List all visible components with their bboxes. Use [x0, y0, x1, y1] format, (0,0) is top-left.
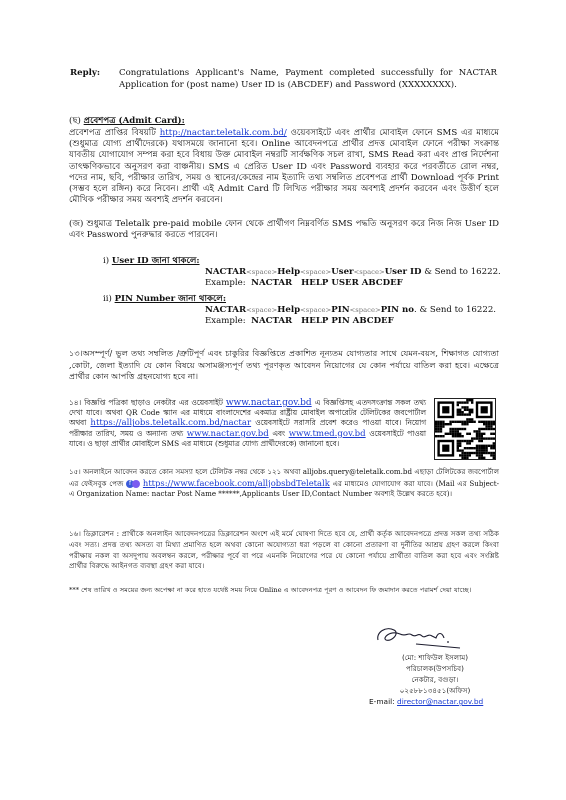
nactar-site-link[interactable]: www.nactar.gov.bd: [225, 398, 312, 408]
tmed-site-link[interactable]: www.tmed.gov.bd: [288, 428, 366, 439]
messenger-icon: [132, 480, 140, 488]
code-word: Help: [277, 267, 301, 277]
code-space: <space>: [246, 306, 278, 314]
email-label: E-mail:: [369, 697, 398, 706]
alljobs-nactar-link[interactable]: https://alljobs.teletalk.com.bd/nactar: [90, 418, 252, 429]
code-word: PIN: [331, 305, 350, 315]
signatory-phone: ০২৫৮৮১৩৪৫১(অফিস): [399, 686, 471, 695]
code-suffix: & Send to 16222.: [421, 267, 501, 277]
paragraph-16: ১৬। ডিক্লারেশন : প্রার্থীকে অনলাইন আবেদনপত্রের ডিক্লারেশন অংশে এই মর্মে ঘোষণা দিতে হবে যে, প্রার্থী কর্তৃক আবেদনপত্রে প্রদত্ত সকল তথ্য সঠিক এবং সত্য। প্রদত্ত তথ্য অসত্য বা মিথ্যা প্রমাণিত হলে অথবা কোনো অযোগ্যতা ধরা পড়লে বা কোনো প্রতারণা বা দুর্নীতির আশ্রয় গ্রহণ করলে কিংবা পরীক্ষায় নকল বা অসদুপায় অবলম্বন করলে, পরীক্ষার পূর্বে বা পরে এমনকি নিয়োগের পরে যে কোনো পর্যায়ে প্রার্থীতা বাতিল করা হবে এবং সংশ্লিষ্ট প্রার্থীর বিরুদ্ধে আইনগত ব্যবস্থা গ্রহণ করা যাবে।: [69, 529, 499, 571]
code-space: <space>: [353, 268, 385, 276]
admit-heading-title: প্রবেশপত্র (Admit Card):: [83, 116, 185, 126]
qr-code-icon[interactable]: [434, 398, 496, 460]
signatory-designation: পরিচালক(উপসচিব): [405, 664, 464, 673]
sms-pin-title: [103, 294, 226, 305]
admit-paragraph-1: [69, 128, 499, 206]
code-space: <space>: [246, 268, 278, 276]
sms-pin-heading: PIN Number জানা থাকলে:: [114, 294, 227, 304]
code-word: User ID: [384, 267, 422, 277]
code-word: NACTAR: [205, 305, 247, 315]
admit-p1-rest: ওয়েবসাইটে এবং প্রার্থীর মোবাইল ফোনে SMS এর মাধ্যমে (শুধুমাত্র যোগ্য প্রার্থীদেরকে) যথাসময়ে জানানো হবে। Online আবেদনপত্রে প্রার্থীর প্রদত্ত মোবাইল ফোনে পরীক্ষা সংক্রান্ত যাবতীয় যোগাযোগ সম্পন্ন করা হবে বিধায় উক্ত মোবাইল নম্বরটি সার্বক্ষণিক সচল রাখা, SMS Read করা এবং প্রাপ্ত নির্দেশনা তাৎক্ষণিকভাবে অনুসরণ করা বাঞ্চনীয়। SMS এ প্রেরিত User ID এবং Password ব্যবহার করে পরবর্তীতে রোল নম্বর, পদের নাম, ছবি, পরীক্ষার তারিখ, সময় ও স্থানের/কেন্দ্রের নাম ইত্যাদি তথ্য সম্বলিত প্রবেশপত্র প্রার্থী Download পূর্বক Print (সম্ভব হলে রঙ্গিন) করে নিবেন। প্রার্থী এই Admit Card টি লিখিত পরীক্ষার সময় অবশ্যই প্রদর্শন করবেন এবং উত্তীর্ণ হলে মৌখিক পরীক্ষার সময় অবশ্যই প্রদর্শন করবেন।: [69, 128, 499, 206]
facebook-icon: f: [126, 480, 134, 488]
example-text: NACTAR HELP PIN ABCDEF: [251, 316, 394, 326]
deadline-note: *** শেষ তারিখ ও সময়ের জন্য অপেক্ষা না করে হাতে যথেষ্ট সময় নিয়ে Online এ আবেদনপত্র পূরণ ও আবেদন ফি জমাদান করতে পরামর্শ দেয়া যাচ্ছে।: [69, 586, 472, 594]
admit-paragraph-2: (জ) শুধুমাত্র Teletalk pre-paid mobile ফোন থেকে প্রার্থীগণ নিম্নবর্ণিত SMS পদ্ধতি অনুসরণ করে নিজ নিজ User ID এবং Password পুনরুদ্ধার করতে পারবেন।: [69, 219, 499, 241]
sms-pin-index: ii): [103, 294, 115, 304]
nactar-site-link-2[interactable]: www.nactar.gov.bd: [186, 428, 269, 439]
admit-heading-prefix: (ছ): [69, 116, 84, 126]
p14-text: এবং: [268, 428, 289, 438]
sms-user-id-heading: User ID জানা থাকলে:: [111, 256, 200, 266]
p14-text: এ বিজ্ঞপ্তিসহ এতদসংক্রান্ত সকল তথ্য দেখা যাবে। অথবা QR Code স্ক্যান এর মাধ্যমে বাংলাদেশের একমাত্র রাষ্ট্রীয় মোবাইল অপারেটর টেলিটকের জবপোর্টাল অথবা: [69, 398, 426, 428]
p15-text: এর মাধ্যমেও যোগাযোগ করা যাবে। (Mail এর Subject- এ Organization Name: nactar Post Name ******,Applicants User ID,Contact Number অবশ্যই উল্লেখ করতে হবে)।: [69, 478, 499, 499]
example-text: NACTAR HELP USER ABCDEF: [251, 278, 403, 288]
code-word: Help: [277, 305, 301, 315]
code-word: NACTAR: [205, 267, 247, 277]
signatory-name: (মো: শাফিউল ইসলাম): [401, 653, 469, 662]
sms-user-id-title: [103, 256, 200, 267]
signatory-organization: নেকটার, বগুড়া।: [411, 675, 459, 684]
code-word: PIN no: [380, 305, 415, 315]
sms-pin-code: [205, 305, 496, 316]
paragraph-14: [69, 398, 426, 449]
example-label: Example:: [205, 278, 246, 288]
paragraph-15: [69, 467, 499, 500]
p14-text: ১৪। বিজ্ঞপ্তি পত্রিকা ছাড়াও নেকটার এর ওয়েবসাইট: [69, 398, 226, 407]
p14-text: ওয়েবসাইটে সরাসরি প্রবেশ করেও পাওয়া যাবে। নিয়োগ পরীক্ষার তারিখ, সময় ও অন্যান্য তথ্য: [69, 418, 427, 438]
paragraph-13: ১৩।অসম্পূর্ণ/ ভুল তথ্য সম্বলিত /ত্রুটিপূর্ণ এবং চাকুরির বিজ্ঞপ্তিতে প্রকাশিত নূন্যতম যোগ্যতার সাথে যেমন-বয়স, শিক্ষাগত যোগ্যতা ,কোটা, জেলা ইত্যাদি যে কোন বিষয়ে অসামঞ্জস্যপূর্ণ তথ্য পূরণকৃত আবেদন নিয়োগের যে কোন পর্যায়ে বাতিল করা হবে। এক্ষেত্রে প্রার্থীর কোন আপত্তি গ্রহনযোগ্য হবে না।: [69, 348, 499, 382]
signatory-email-line: [369, 697, 483, 706]
p14-text: ওয়েবসাইটে পাওয়া যাবে। ও ছাড়া প্রার্থীর মোবাইলে SMS এর মাধ্যমে (শুধুমাত্র যোগ্য প্রার্থীদেরকে) জানানো হবে।: [69, 428, 426, 448]
sms-pin-example: [205, 316, 394, 327]
reply-label: Reply:: [70, 68, 101, 78]
signature-block: [380, 652, 490, 696]
sms-user-id-index: i): [103, 256, 112, 266]
qr-code-graphic: [435, 399, 495, 459]
p15-text: ১৫। অনলাইনে আবেদন করতে কোন সমস্যা হলে টেলিটক নম্বর থেকে ১২১ অথবা alljobs.query@teletalk.com.bd এছাড়া টেলিটকের জবপোর্টাল এর ফেইসবুক পেজ: [69, 467, 499, 488]
code-space: <space>: [300, 306, 332, 314]
director-email-link[interactable]: director@nactar.gov.bd: [397, 697, 484, 706]
admit-heading: [69, 116, 499, 127]
signature-mark: [372, 618, 462, 652]
code-word: User: [331, 267, 354, 277]
code-space: <space>: [300, 268, 332, 276]
code-space: <space>: [349, 306, 381, 314]
example-label: Example:: [205, 316, 246, 326]
reply-text: Congratulations Applicant's Name, Payment completed successfully for NACTAR Application for (post name) User ID is (ABCDEF) and Password (XXXXXXXX).: [119, 68, 497, 90]
code-suffix: . & Send to 16222.: [414, 305, 497, 315]
nactar-teletalk-link[interactable]: http://nactar.teletalk.com.bd/: [159, 128, 287, 138]
admit-p1-start: প্রবেশপত্র প্রাপ্তির বিষয়টি: [69, 128, 160, 138]
facebook-page-link[interactable]: https://www.facebook.com/alljobsbdTeletalk: [142, 477, 330, 488]
sms-user-id-code: [205, 267, 501, 278]
sms-user-id-example: [205, 278, 403, 289]
